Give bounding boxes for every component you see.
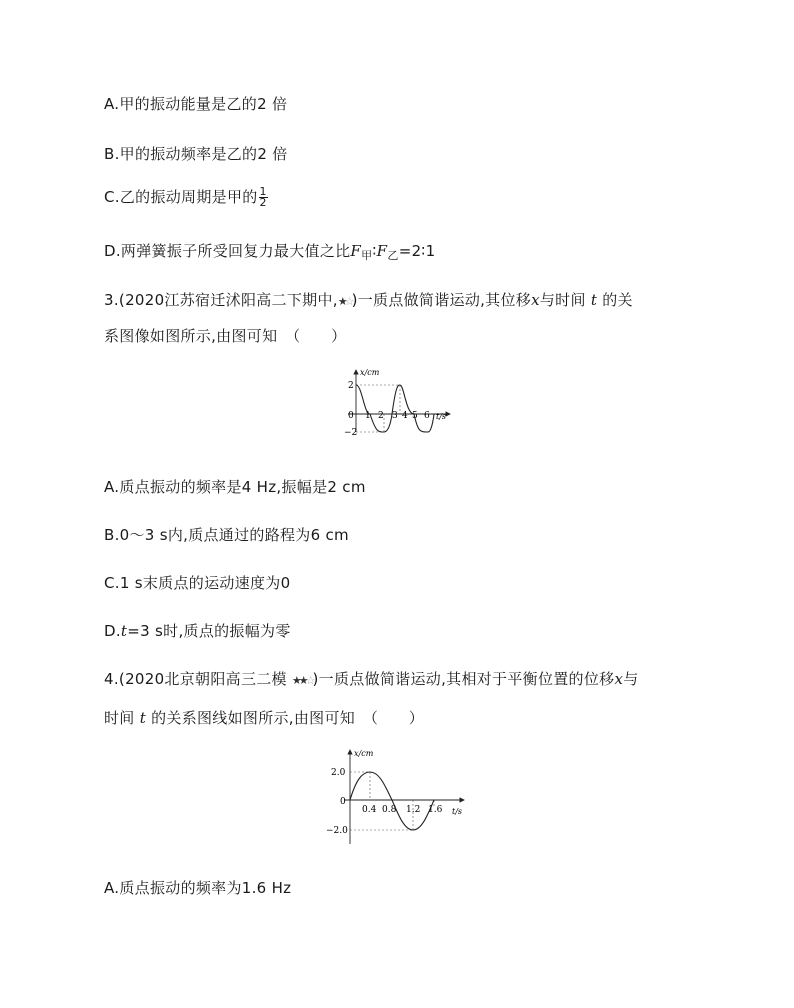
question-3-line-2: 系图像如图所示,由图可知 （ ） [104, 327, 347, 345]
option-c-text: C.乙的振动周期是甲的 [104, 188, 258, 206]
option-d [104, 240, 435, 261]
subscript-yi: 乙 [387, 249, 399, 262]
question-4-line-2 [104, 707, 424, 728]
var-f: F [376, 242, 388, 260]
x-tick-label: 3 [392, 411, 398, 421]
option-b: B.甲的振动频率是乙的2 倍 [104, 145, 288, 163]
question-3-line-1 [104, 289, 633, 310]
x-tick-label: 6 [424, 411, 430, 421]
x-tick-label: 0.8 [382, 805, 397, 815]
x-axis-label: t/s [452, 807, 463, 816]
q3-option-d-text: =3 s时,质点的振幅为零 [127, 622, 291, 640]
x-tick-label: 4 [402, 411, 408, 421]
q4-stem: 与 [623, 670, 639, 688]
difficulty-star-icon: ★☆ [337, 295, 352, 308]
option-d-text: D.两弹簧振子所受回复力最大值之比 [104, 242, 351, 260]
graph-q4 [320, 744, 470, 852]
x-tick-label: 1.2 [406, 805, 421, 815]
ratio-colon: ∶ [372, 242, 377, 260]
fraction [259, 187, 268, 208]
ratio-value: =2∶1 [398, 242, 436, 260]
x-tick-label: 2 [378, 411, 384, 421]
q4-source: 4.(2020北京朝阳高三二模 [104, 670, 287, 688]
x-axis-label: t/s [436, 412, 447, 421]
y-tick-label: 2.0 [331, 768, 346, 778]
q3-stem: 与时间 [539, 291, 586, 309]
q3-stem: 的关 [602, 291, 633, 309]
var-x: x [614, 670, 624, 688]
var-f: F [350, 242, 362, 260]
sine-curve [350, 772, 434, 830]
x-tick-label: 1.6 [428, 805, 443, 815]
q4-stem: 时间 [104, 709, 135, 727]
fraction-numerator: 1 [259, 185, 267, 198]
q3-option-d-prefix: D. [104, 622, 121, 640]
q3-option-a: A.质点振动的频率是4 Hz,振幅是2 cm [104, 478, 366, 496]
var-t: t [590, 291, 598, 309]
q3-stem: )一质点做简谐运动,其位移 [351, 291, 532, 309]
y-axis-label: x/cm [354, 749, 374, 758]
var-x: x [531, 291, 540, 309]
option-a: A.甲的振动能量是乙的2 倍 [104, 95, 288, 113]
x-tick-label: 1 [365, 411, 371, 421]
var-t: t [120, 622, 128, 640]
y-tick-label: −2.0 [326, 826, 348, 836]
y-tick-label: 2 [348, 381, 354, 391]
q3-option-d [104, 620, 291, 641]
q3-option-b: B.0～3 s内,质点通过的路程为6 cm [104, 526, 349, 544]
sine-curve [356, 385, 434, 432]
origin-label: 0 [348, 411, 354, 421]
q3-option-c: C.1 s末质点的运动速度为0 [104, 574, 291, 592]
q4-stem: 的关系图线如图所示,由图可知 （ ） [151, 709, 425, 727]
var-t: t [139, 709, 147, 727]
subscript-jia: 甲 [361, 249, 373, 262]
difficulty-star-icon: ★★☆ [291, 674, 313, 687]
x-tick-label: 5 [412, 411, 418, 421]
origin-label: 0 [340, 797, 346, 807]
q3-source: 3.(2020江苏宿迁沭阳高二下期中, [104, 291, 338, 309]
option-c [104, 186, 268, 208]
question-4-line-1 [104, 668, 639, 689]
y-axis-label: x/cm [360, 368, 380, 377]
fraction-denominator: 2 [259, 196, 267, 209]
q4-stem: )一质点做简谐运动,其相对于平衡位置的位移 [312, 670, 615, 688]
q4-option-a: A.质点振动的频率为1.6 Hz [104, 879, 292, 897]
y-tick-label: −2 [344, 428, 358, 438]
graph-q3 [334, 366, 464, 438]
x-tick-label: 0.4 [362, 805, 377, 815]
